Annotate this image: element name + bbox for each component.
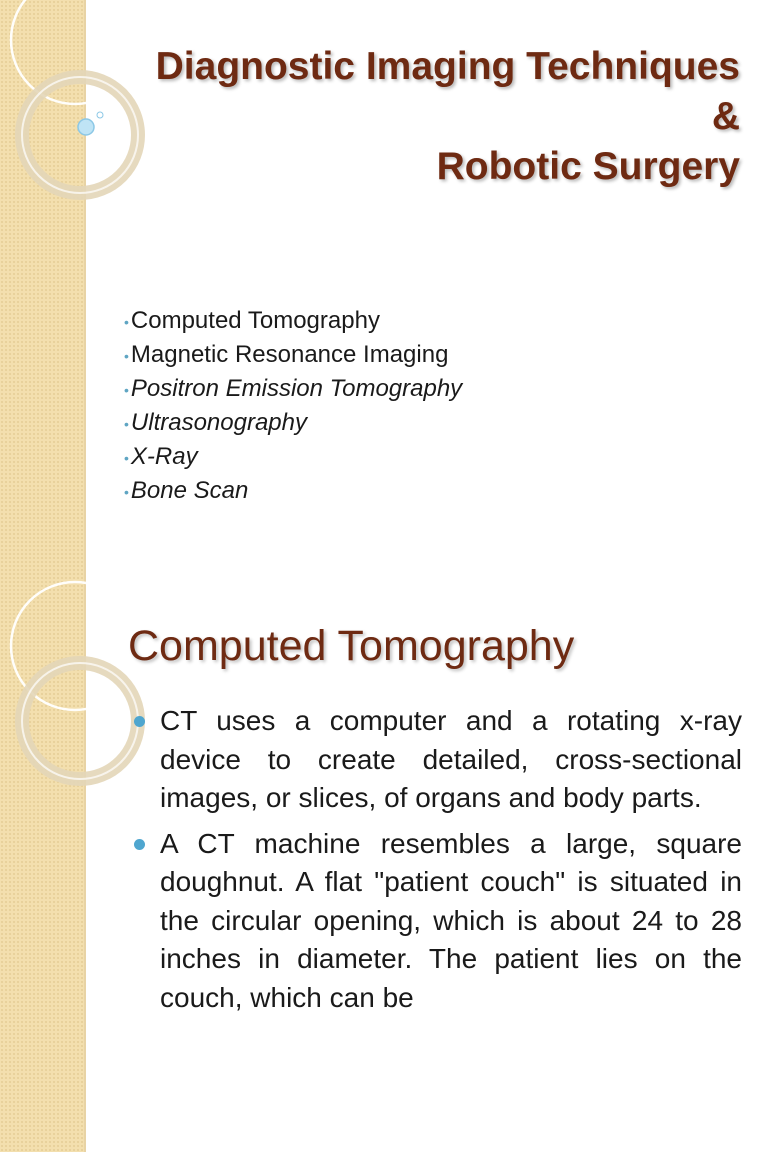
list-item [132, 825, 742, 1018]
list-item [124, 304, 462, 338]
list-item-text: Bone Scan [130, 477, 249, 504]
list-item-text: Ultrasonography [130, 409, 308, 436]
list-item-text: X-Ray [130, 443, 198, 470]
bullet-icon: • [124, 347, 129, 364]
title-line-2: & [711, 95, 740, 138]
list-item [124, 440, 462, 474]
bullet-icon: • [124, 449, 129, 466]
list-item [124, 406, 462, 440]
slide-title [100, 42, 740, 192]
title-line-1: Diagnostic Imaging Techniques [155, 45, 740, 88]
topic-list [124, 304, 462, 508]
bullet-icon: • [124, 313, 129, 330]
list-item-text: Computed Tomography [130, 307, 380, 334]
bullet-icon [134, 716, 145, 727]
list-item [124, 338, 462, 372]
paragraph-text: A CT machine resembles a large, square doughnut. A flat "patient couch" is situated in the circular opening, which is about 24 to 28 inches in diameter. The patient lies on the couch, which can be [160, 827, 742, 1013]
paragraph-text: CT uses a computer and a rotating x-ray device to create detailed, cross-sectional images, or slices, of organs and body parts. [160, 705, 742, 813]
list-item-text: Positron Emission Tomography [130, 375, 463, 402]
content-list [132, 702, 742, 1024]
list-item [124, 372, 462, 406]
bullet-icon: • [124, 483, 129, 500]
title-line-3: Robotic Surgery [436, 145, 740, 188]
section-heading: Computed Tomography [128, 622, 575, 670]
decorative-circles [0, 576, 150, 806]
bullet-icon: • [124, 381, 129, 398]
bullet-icon [134, 839, 145, 850]
list-item [132, 702, 742, 818]
list-item-text: Magnetic Resonance Imaging [130, 341, 449, 368]
list-item [124, 474, 462, 508]
bullet-icon: • [124, 415, 129, 432]
